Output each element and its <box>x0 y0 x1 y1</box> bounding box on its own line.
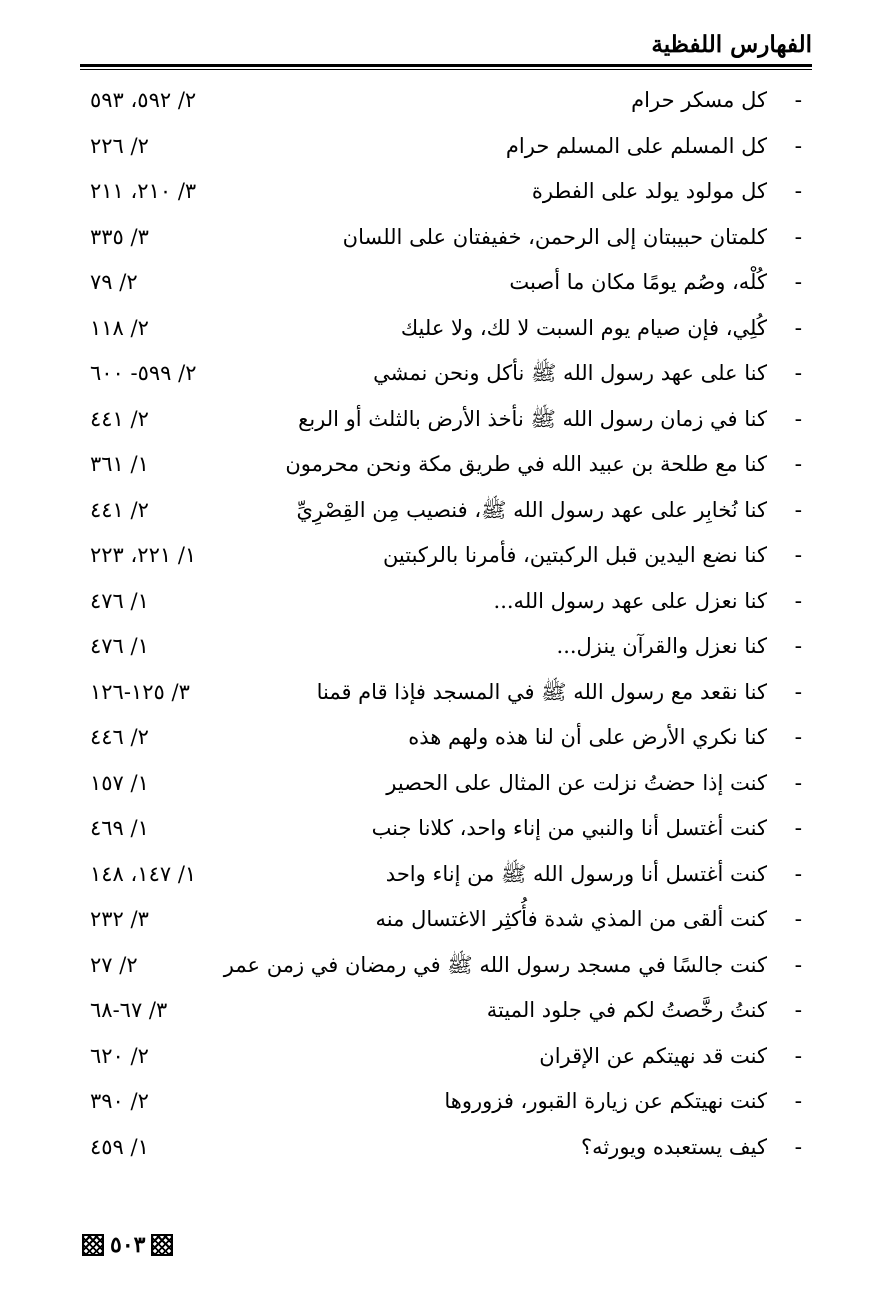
index-entries-list <box>80 78 812 1170</box>
entry-text: كُلْه، وصُم يومًا مكان ما أصبت <box>509 270 767 294</box>
entry-reference: ٣/ ٣٣٥ <box>90 224 149 249</box>
entry-text: كنا مع طلحة بن عبيد الله في طريق مكة ونحن محرمون <box>285 452 767 476</box>
entry-text: كنت أغتسل أنا والنبي من إناء واحد، كلانا جنب <box>371 816 767 840</box>
entry-text: كنا نعزل على عهد رسول الله... <box>493 588 767 613</box>
entry-reference: ٣/ ١٢٥-١٢٦ <box>90 679 190 704</box>
page-footer <box>82 1228 173 1262</box>
index-entry <box>80 1034 812 1080</box>
entry-dash: - <box>794 406 802 432</box>
index-entry <box>80 670 812 716</box>
entry-reference: ٢/ ٦٢٠ <box>90 1043 149 1068</box>
page-header-title: الفهارس اللفظية <box>651 31 812 58</box>
index-entry <box>80 397 812 443</box>
page-number: ٥٠٣ <box>110 1232 146 1258</box>
entry-dash: - <box>794 679 802 705</box>
index-entry <box>80 169 812 215</box>
entry-dash: - <box>794 1043 802 1069</box>
entry-text: كنا نعزل والقرآن ينزل... <box>556 634 767 658</box>
index-entry <box>80 897 812 943</box>
index-entry <box>80 124 812 170</box>
entry-reference: ١/ ٤٦٩ <box>90 816 149 840</box>
index-entry <box>80 1125 812 1171</box>
entry-dash: - <box>794 725 802 750</box>
entry-text: كنا على عهد رسول الله ﷺ نأكل ونحن نمشي <box>373 361 767 385</box>
entry-text: كنا في زمان رسول الله ﷺ نأخذ الأرض بالثلث أو الربع <box>298 406 767 431</box>
square-ornament-icon <box>82 1234 104 1256</box>
entry-dash: - <box>794 861 802 887</box>
index-entry <box>80 260 812 306</box>
index-entry <box>80 533 812 579</box>
entry-text: كنت ألقى من المذي شدة فأُكثِر الاغتسال منه <box>375 907 767 931</box>
index-entry <box>80 306 812 352</box>
entry-text: كنت أغتسل أنا ورسول الله ﷺ من إناء واحد <box>385 861 767 886</box>
entry-reference: ٢/ ٤٤٦ <box>90 725 149 749</box>
index-entry <box>80 761 812 807</box>
entry-dash: - <box>794 588 802 614</box>
entry-reference: ٢/ ٢٢٦ <box>90 133 149 158</box>
entry-reference: ٣/ ٦٧-٦٨ <box>90 998 168 1022</box>
index-entry <box>80 852 812 898</box>
entry-text: كلمتان حبيبتان إلى الرحمن، خفيفتان على اللسان <box>342 224 767 249</box>
index-entry <box>80 943 812 989</box>
index-entry <box>80 78 812 124</box>
entry-text: كل مولود يولد على الفطرة <box>531 179 767 203</box>
entry-reference: ١/ ٣٦١ <box>90 452 149 476</box>
header-rule-thick <box>80 64 812 67</box>
entry-reference: ١/ ٤٧٦ <box>90 634 149 658</box>
entry-dash: - <box>794 315 802 341</box>
entry-reference: ٣/ ٢١٠، ٢١١ <box>90 179 197 203</box>
index-entry <box>80 488 812 534</box>
index-entry <box>80 988 812 1034</box>
entry-text: كيف يستعبده ويورثه؟ <box>580 1134 767 1159</box>
index-entry <box>80 715 812 761</box>
entry-text: كنت نهيتكم عن زيارة القبور، فزوروها <box>444 1089 767 1113</box>
entry-dash: - <box>794 179 802 204</box>
entry-reference: ١/ ١٤٧، ١٤٨ <box>90 861 197 886</box>
entry-dash: - <box>794 998 802 1023</box>
entry-text: كل المسلم على المسلم حرام <box>505 133 767 158</box>
entry-dash: - <box>794 816 802 841</box>
entry-dash: - <box>794 952 802 978</box>
entry-dash: - <box>794 543 802 568</box>
entry-text: كنا نضع اليدين قبل الركبتين، فأمرنا بالركبتين <box>382 543 767 567</box>
square-ornament-icon <box>151 1234 173 1256</box>
entry-dash: - <box>794 133 802 159</box>
entry-text: كُلِي، فإن صيام يوم السبت لا لك، ولا عليك <box>400 315 767 340</box>
entry-text: كنتُ رخَّصتُ لكم في جلود الميتة <box>486 998 767 1022</box>
entry-text: كنا نكري الأرض على أن لنا هذه ولهم هذه <box>408 725 767 749</box>
entry-reference: ٢/ ٧٩ <box>90 270 138 294</box>
entry-reference: ١/ ٢٢١، ٢٢٣ <box>90 543 197 567</box>
entry-dash: - <box>794 1089 802 1114</box>
entry-dash: - <box>794 634 802 659</box>
index-entry <box>80 1079 812 1125</box>
index-entry <box>80 442 812 488</box>
entry-reference: ١/ ٤٧٦ <box>90 588 149 613</box>
entry-reference: ٢/ ٤٤١ <box>90 497 149 522</box>
entry-dash: - <box>794 361 802 386</box>
entry-text: كنا نقعد مع رسول الله ﷺ في المسجد فإذا قام قمنا <box>316 679 767 704</box>
entry-dash: - <box>794 88 802 113</box>
entry-text: كنا نُخابِر على عهد رسول الله ﷺ، فنصيب مِن القِصْرِيِّ <box>296 497 767 522</box>
entry-text: كنت جالسًا في مسجد رسول الله ﷺ في رمضان في زمن عمر <box>223 952 767 977</box>
entry-reference: ٢/ ٢٧ <box>90 952 138 977</box>
index-entry <box>80 806 812 852</box>
entry-reference: ١/ ٤٥٩ <box>90 1134 149 1159</box>
entry-dash: - <box>794 1134 802 1160</box>
entry-dash: - <box>794 907 802 932</box>
index-entry <box>80 215 812 261</box>
entry-reference: ٣/ ٢٣٢ <box>90 907 149 931</box>
entry-reference: ٢/ ٥٩٩- ٦٠٠ <box>90 361 197 385</box>
entry-dash: - <box>794 224 802 250</box>
entry-text: كنت قد نهيتكم عن الإقران <box>539 1043 767 1068</box>
entry-reference: ٢/ ٤٤١ <box>90 406 149 431</box>
index-entry <box>80 579 812 625</box>
index-entry <box>80 351 812 397</box>
entry-reference: ٢/ ٣٩٠ <box>90 1089 149 1113</box>
entry-dash: - <box>794 497 802 523</box>
index-entry <box>80 624 812 670</box>
header-rule-thin <box>80 69 812 70</box>
entry-reference: ٢/ ١١٨ <box>90 315 149 340</box>
entry-text: كل مسكر حرام <box>631 88 767 112</box>
entry-text: كنت إذا حضتُ نزلت عن المثال على الحصير <box>386 770 767 795</box>
entry-dash: - <box>794 270 802 295</box>
entry-reference: ٢/ ٥٩٢، ٥٩٣ <box>90 88 197 112</box>
entry-reference: ١/ ١٥٧ <box>90 770 149 795</box>
entry-dash: - <box>794 770 802 796</box>
entry-dash: - <box>794 452 802 477</box>
